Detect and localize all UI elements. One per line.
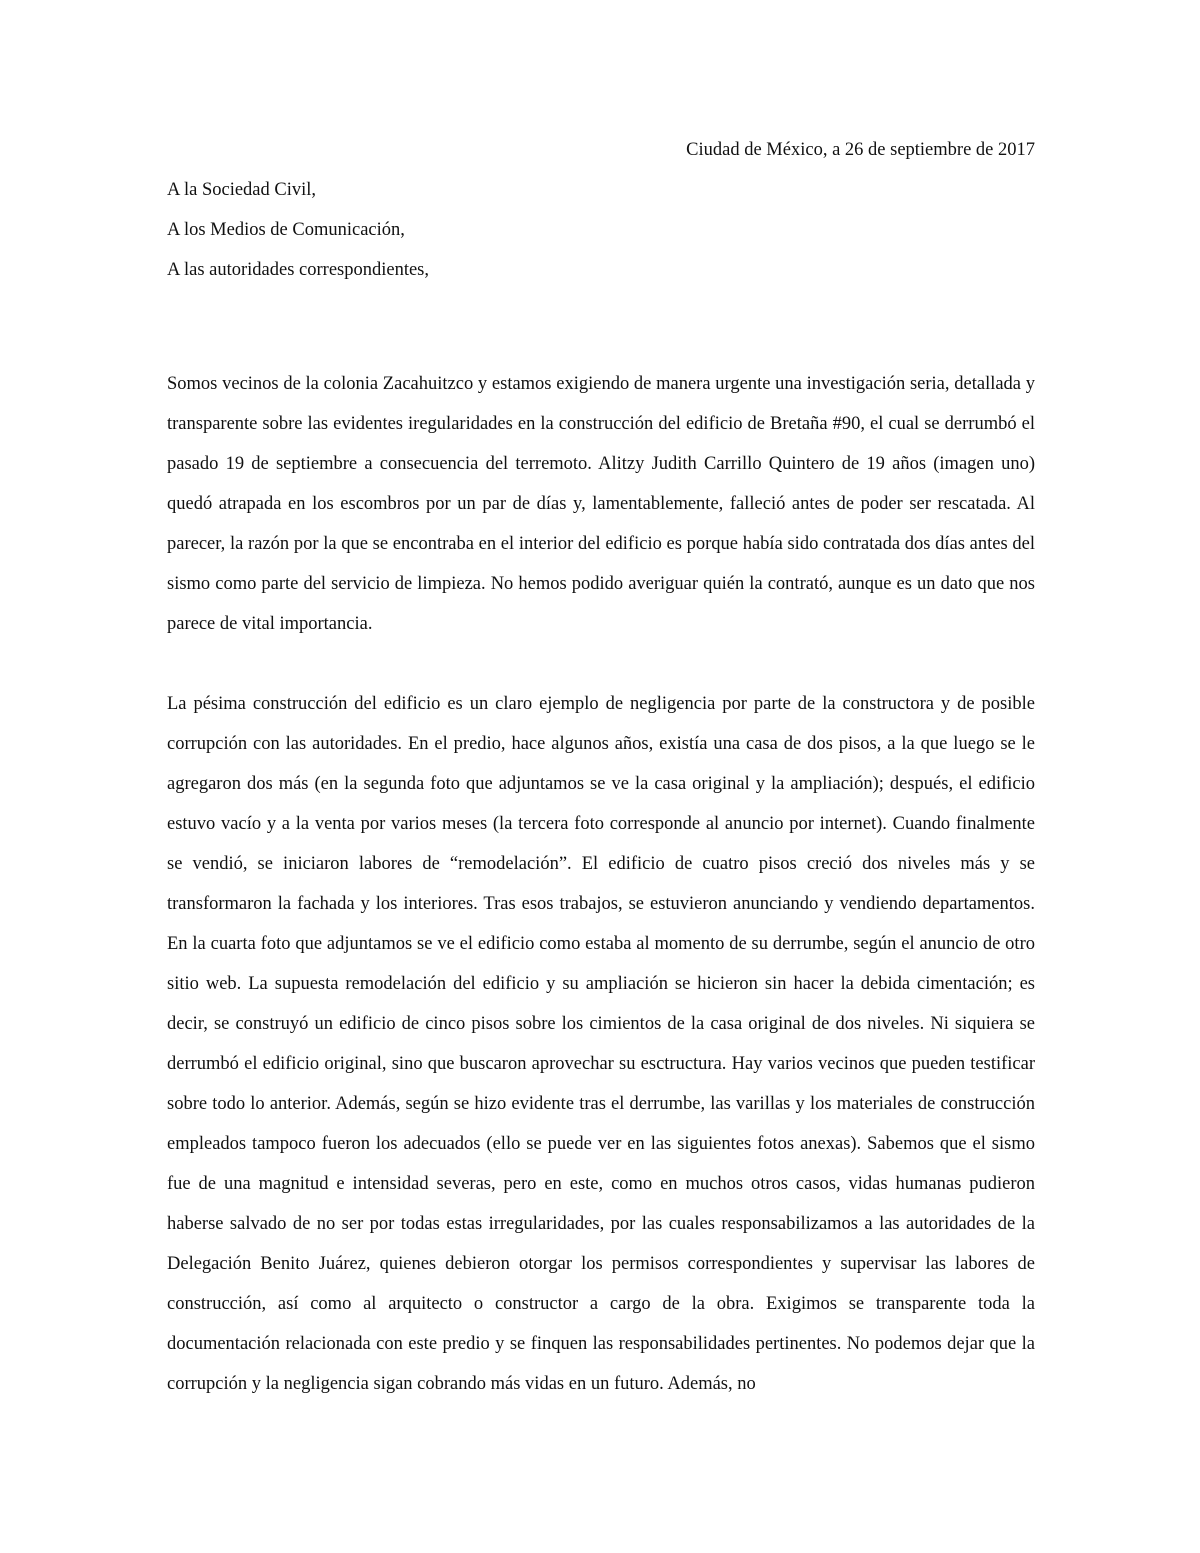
date-line: Ciudad de México, a 26 de septiembre de 2017 (686, 140, 1035, 160)
addressee-medios-comunicacion: A los Medios de Comunicación, (167, 220, 405, 240)
paragraph-2: La pésima construcción del edificio es un claro ejemplo de negligencia por parte de la constructora y de posible corrupción con las autoridades. En el predio, hace algunos años, existía una casa de dos pisos, a la que luego se le agregaron dos más (en la segunda foto que adjuntamos se ve la casa original y la ampliación); después, el edificio estuvo vacío y a la venta por varios meses (la tercera foto corresponde al anuncio por internet). Cuando finalmente se vendió, se iniciaron labores de “remodelación”. El edificio de cuatro pisos creció dos niveles más y se transformaron la fachada y los interiores. Tras esos trabajos, se estuvieron anunciando y vendiendo departamentos. En la cuarta foto que adjuntamos se ve el edificio como estaba al momento de su derrumbe, según el anuncio de otro sitio web. La supuesta remodelación del edificio y su ampliación se hicieron sin hacer la debida cimentación; es decir, se construyó un edificio de cinco pisos sobre los cimientos de la casa original de dos niveles. Ni siquiera se derrumbó el edificio original, sino que buscaron aprovechar su esctructura. Hay varios vecinos que pueden testificar sobre todo lo anterior. Además, según se hizo evidente tras el derrumbe, las varillas y los materiales de construcción empleados tampoco fueron los adecuados (ello se puede ver en las siguientes fotos anexas). Sabemos que el sismo fue de una magnitud e intensidad severas, pero en este, como en muchos otros casos, vidas humanas pudieron haberse salvado de no ser por todas estas irregularidades, por las cuales responsabilizamos a las autoridades de la Delegación Benito Juárez, quienes debieron otorgar los permisos correspondientes y supervisar las labores de construcción, así como al arquitecto o constructor a cargo de la obra. Exigimos se transparente toda la documentación relacionada con este predio y se finquen las responsabilidades pertinentes. No podemos dejar que la corrupción y la negligencia sigan cobrando más vidas en un futuro. Además, no (167, 694, 1035, 1394)
letter-content (167, 130, 1035, 1404)
addressee-autoridades: A las autoridades correspondientes, (167, 260, 430, 280)
paragraph-1: Somos vecinos de la colonia Zacahuitzco y estamos exigiendo de manera urgente una investigación seria, detallada y transparente sobre las evidentes iregularidades en la construcción del edificio de Bretaña #90, el cual se derrumbó el pasado 19 de septiembre a consecuencia del terremoto. Alitzy Judith Carrillo Quintero de 19 años (imagen uno) quedó atrapada en los escombros por un par de días y, lamentablemente, falleció antes de poder ser rescatada. Al parecer, la razón por la que se encontraba en el interior del edificio es porque había sido contratada dos días antes del sismo como parte del servicio de limpieza. No hemos podido averiguar quién la contrató, aunque es un dato que nos parece de vital importancia. (167, 374, 1035, 634)
addressee-sociedad-civil: A la Sociedad Civil, (167, 180, 317, 200)
